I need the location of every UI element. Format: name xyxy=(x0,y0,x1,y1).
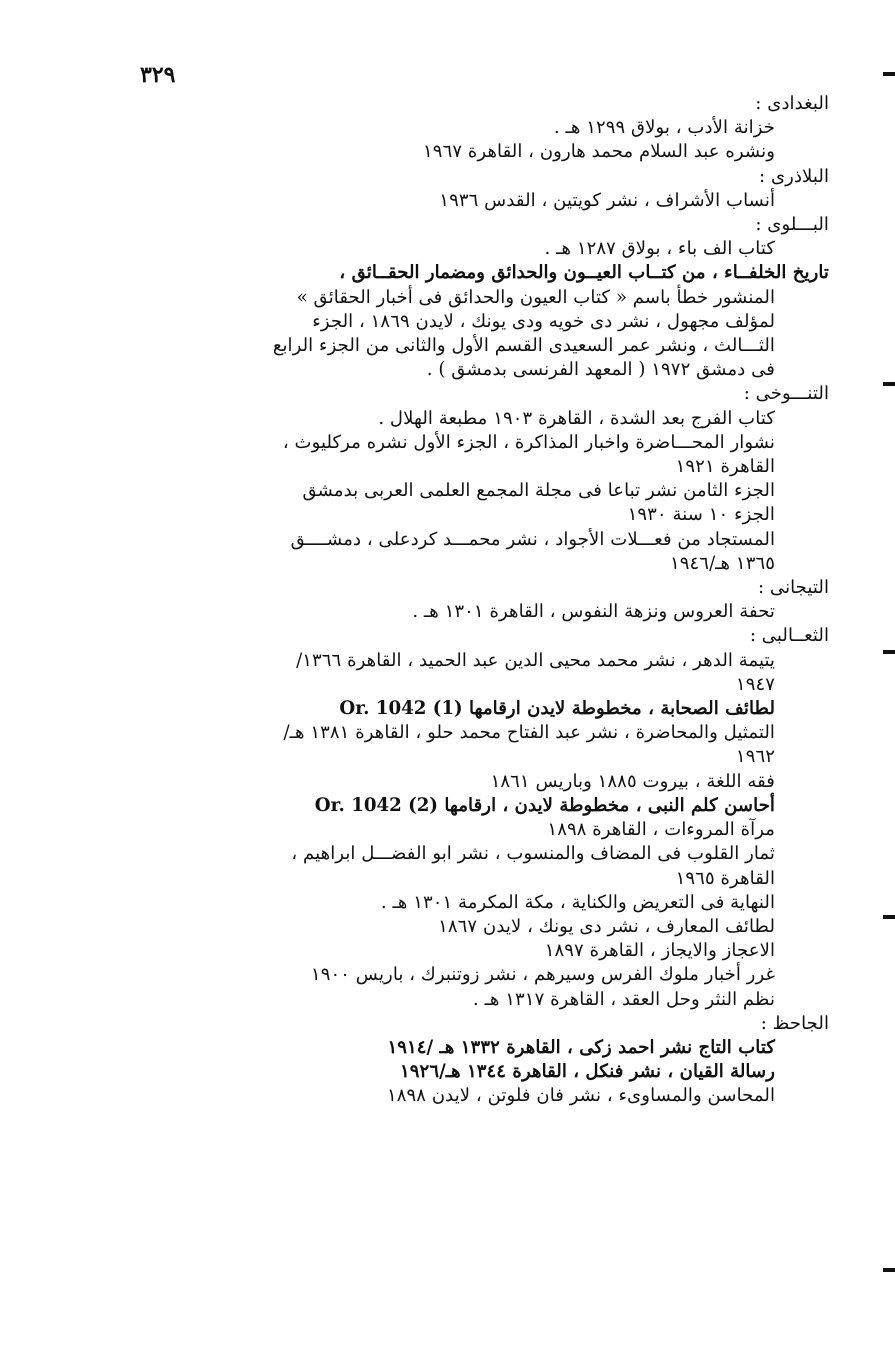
work-line: يتيمة الدهر ، نشر محمد محيى الدين عبد الحميد ، القاهرة ١٣٦٦/ xyxy=(296,649,775,671)
entry-baghdadi xyxy=(95,92,829,165)
margin-mark xyxy=(883,382,895,386)
author-heading: التيجانى : xyxy=(758,577,829,599)
entry-thaalibi xyxy=(95,624,829,1011)
work-line: القاهرة ١٩٦٥ xyxy=(675,867,775,889)
work-line: التمثيل والمحاضرة ، نشر عبد الفتاح محمد حلو ، القاهرة ١٣٨١ هـ/ xyxy=(283,722,775,744)
work-line: لطائف المعارف ، نشر دى يونك ، لايدن ١٨٦٧ xyxy=(438,915,775,937)
work-line: نشوار المحـــاضرة واخبار المذاكرة ، الجزء الأول نشره مركليوث ، xyxy=(282,431,775,453)
margin-mark xyxy=(883,915,895,919)
entry-baladhuri xyxy=(95,165,829,213)
entry-jahiz xyxy=(95,1012,829,1109)
work-line: غرر أخبار ملوك الفرس وسيرهم ، نشر زوتنبرك ، باريس ١٩٠٠ xyxy=(310,964,775,986)
work-line: المحاسن والمساوىء ، نشر فان فلوتن ، لايدن ١٨٩٨ xyxy=(386,1085,775,1107)
work-title-line: تاريخ الخلفــاء ، من كتــاب العيــون والحدائق ومضمار الحقــائق ، xyxy=(339,262,829,284)
author-heading: البـــلوى : xyxy=(755,214,829,236)
work-line: رسالة القيان ، نشر فنكل ، القاهرة ١٣٤٤ هـ/١٩٢٦ xyxy=(400,1061,775,1083)
work-line: كتاب الف باء ، بولاق ١٢٨٧ هـ . xyxy=(544,238,775,260)
margin-mark xyxy=(883,1268,895,1272)
manuscript-ref: Or. 1042 (2) xyxy=(314,794,439,816)
work-line: فى دمشق ١٩٧٢ ( المعهد الفرنسى بدمشق ) . xyxy=(426,359,775,381)
bibliography-content xyxy=(95,92,829,1109)
work-line-text: لطائف الصحابة ، مخطوطة لايدن ارقامها xyxy=(469,698,775,720)
work-line: ١٩٤٧ xyxy=(735,673,775,695)
work-line: ثمار القلوب فى المضاف والمنسوب ، نشر ابو الفضـــل ابراهيم ، xyxy=(291,843,775,865)
work-line: لمؤلف مجهول ، نشر دى خويه ودى يونك ، لايدن ١٨٦٩ ، الجزء xyxy=(312,310,775,332)
work-line: خزانة الأدب ، بولاق ١٢٩٩ هـ . xyxy=(553,117,775,139)
margin-mark xyxy=(883,72,895,76)
work-line: مرآة المروءات ، القاهرة ١٨٩٨ xyxy=(547,819,775,841)
work-line: ١٣٦٥ هـ/١٩٤٦ xyxy=(670,552,775,574)
work-line: الاعجاز والايجاز ، القاهرة ١٨٩٧ xyxy=(544,940,775,962)
author-heading: الثعــالبى : xyxy=(749,625,829,647)
work-line: النهاية فى التعريض والكناية ، مكة المكرمة ١٣٠١ هـ . xyxy=(380,891,775,913)
work-line: الجزء الثامن نشر تباعا فى مجلة المجمع العلمى العربى بدمشق xyxy=(302,480,775,502)
work-line: نظم النثر وحل العقد ، القاهرة ١٣١٧ هـ . xyxy=(473,988,775,1010)
work-line-text: أحاسن كلم النبى ، مخطوطة لايدن ، ارقامها xyxy=(444,794,775,816)
manuscript-ref: Or. 1042 (1) xyxy=(339,698,463,720)
entry-balawi xyxy=(95,213,829,261)
entry-tijani xyxy=(95,576,829,624)
margin-mark xyxy=(883,650,895,654)
work-line: أنساب الأشراف ، نشر كويتين ، القدس ١٩٣٦ xyxy=(439,189,775,211)
entry-tarikh-al-khulafa xyxy=(95,261,829,382)
work-line: ونشره عبد السلام محمد هارون ، القاهرة ١٩٦٧ xyxy=(423,141,775,163)
author-heading: البلاذرى : xyxy=(759,165,829,187)
work-line-with-ref xyxy=(95,697,775,721)
author-heading: البغدادى : xyxy=(755,93,829,114)
author-heading: الجاحظ : xyxy=(760,1012,829,1034)
work-line: المنشور خطأ باسم « كتاب العيون والحدائق فى أخبار الحقائق » xyxy=(296,286,775,308)
work-line: الجزء ١٠ سنة ١٩٣٠ xyxy=(627,504,775,526)
work-line: كتاب التاج نشر احمد زكى ، القاهرة ١٣٣٢ هـ /١٩١٤ xyxy=(387,1036,775,1058)
work-line-with-ref xyxy=(95,794,775,818)
entry-tanukhi xyxy=(95,382,829,576)
author-heading: التنـــوخى : xyxy=(743,383,829,405)
work-line: الثـــالث ، ونشر عمر السعيدى القسم الأول والثانى من الجزء الرابع xyxy=(272,335,775,357)
work-line: المستجاد من فعـــلات الأجواد ، نشر محمـــد كردعلى ، دمشــــق xyxy=(290,528,775,550)
work-line: القاهرة ١٩٢١ xyxy=(675,456,775,478)
work-line: فقه اللغة ، بيروت ١٨٨٥ وباريس ١٨٦١ xyxy=(490,770,775,792)
work-line: تحفة العروس ونزهة النفوس ، القاهرة ١٣٠١ هـ . xyxy=(412,601,775,623)
page-number: ٣٢٩ xyxy=(140,62,176,88)
work-line: كتاب الفرج بعد الشدة ، القاهرة ١٩٠٣ مطبعة الهلال . xyxy=(378,407,775,429)
work-line: ١٩٦٢ xyxy=(735,746,775,768)
